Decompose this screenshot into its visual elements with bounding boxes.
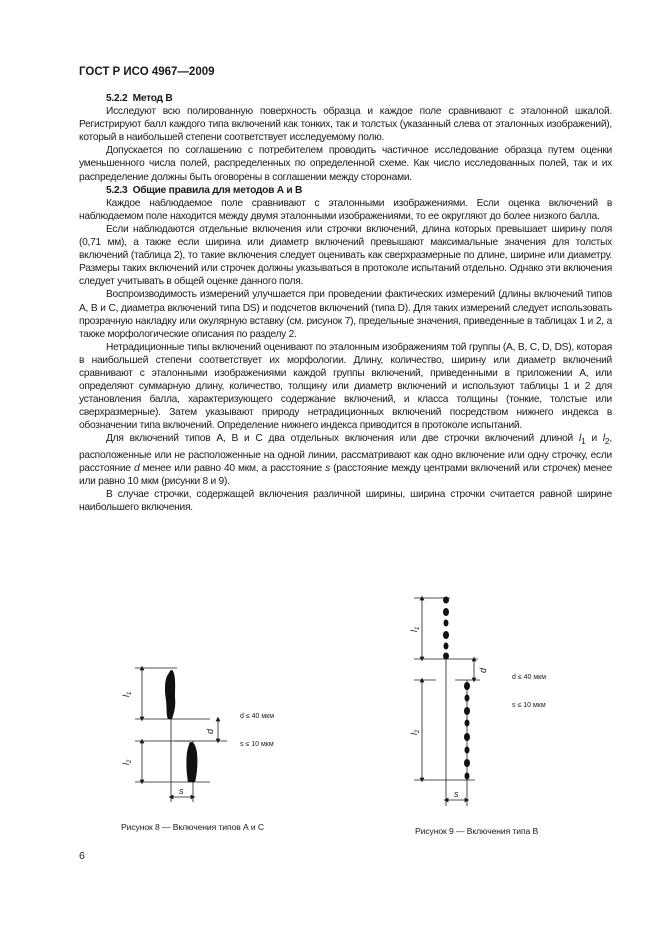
paragraph: Исследуют всю полированную поверхность образца и каждое поле сравнивают с эталонной шкалой. Регистрируют балл каждого типа включений как тонких, так и толстых (указанный слева от эталонных изображений), который в наибольшей степени соответствует исследуемому полю. [79, 106, 612, 144]
inclusion-string-upper [443, 597, 449, 660]
label-s: s [179, 786, 184, 796]
section-5-2-3-heading [79, 184, 612, 197]
paragraph: Воспроизводимость измерений улучшается при проведении фактических измерений (длины включений типов А, В и С, диаметра включений типа DS) и подсчетов включений (типа D). Для таких измерений следует использовать прозрачную накладку или окулярную вставку (см. рисунок 7), предельные значения, приведенные в таблицах 1 и 2, а также морфологические описания по разделу 2. [79, 289, 612, 340]
page-number: 6 [79, 850, 85, 862]
inclusion-upper [165, 670, 175, 719]
figure-9-diagram [400, 590, 585, 815]
section-title: Общие правила для методов А и В [132, 184, 303, 196]
paragraph: Допускается по соглашению с потребителем проводить частичное исследование образца путем оценки уменьшенного числа полей, распределенных по определенной схеме. Как число исследованных полей, так и их распределение должны быть оговорены в соглашении между сторонами. [79, 145, 612, 183]
condition-d: d ≤ 40 мкм [512, 674, 547, 681]
figure-8-diagram [115, 655, 320, 815]
inclusion-lower [186, 742, 197, 782]
section-title: Метод В [132, 93, 173, 104]
label-l2: $l_2$ [121, 759, 133, 765]
paragraph: Если наблюдаются отдельные включения или строчки включений, длина которых превышает ширину поля (0,71 мм), а также если ширина или диаметр включений превышают максимальные значения для толстых включений (таблица 2), то такие включения следует оценивать как сверхразмерные по длине, ширине или диаметру. Размеры таких включений или строчек должны указываться в протоколе испытаний отдельно. Однако эти включения следует учитывать в общей оценке данного поля. [79, 223, 612, 288]
document-header: ГОСТ Р ИСО 4967—2009 [79, 66, 215, 78]
label-d: d [478, 667, 488, 673]
section-5-2-2-heading [79, 92, 612, 105]
paragraph: Нетрадиционные типы включений оценивают по эталонным изображениям той группы (А, В, С, D, DS), которая в наибольшей степени соответствует их морфологии. Длину, количество, ширину или диаметр включений сравнивают с эталонными изображениями каждой группы включений, приведенными в приложении А, или определяют суммарную длину, количество, толщину или диаметр включений и используют таблицы 1 и 2 для установления балла, характеризующего содержание включений, и класса толщины (тонкие, толстые или сверхразмерные). Затем указывают природу нетрадиционных включений посредством нижнего индекса в обозначении типа включений. Определение нижнего индекса приводится в протоколе испытаний. [79, 341, 612, 432]
label-d: d [205, 728, 215, 734]
label-s: s [454, 789, 459, 799]
paragraph-merge-rule: Для включений типов А, В и С два отдельных включения или две строчки включений длиной $l_1$ и $l_2$, расположенные или не расположенные на одной линии, рассматривают как одно включение или одну строчку, если расстояние d менее или равно 40 мкм, а расстояние s (расстояние между центрами включений или строчек) менее или равно 10 мкм (рисунки 8 и 9). [79, 433, 612, 487]
paragraph: Каждое наблюдаемое поле сравнивают с эталонными изображениями. Если оценка включений в наблюдаемом поле находится между двумя эталонными изображениями, то ее округляют до более низкого балла. [79, 197, 612, 222]
paragraph: В случае строчки, содержащей включения различной ширины, ширина строчки считается равной ширине наибольшего включения. [79, 488, 612, 513]
label-l1: $l_1$ [409, 626, 421, 632]
section-number: 5.2.2 [106, 93, 128, 104]
label-l1: $l_1$ [121, 691, 133, 697]
figure-8-caption: Рисунок 8 — Включения типов А и С [121, 822, 264, 832]
condition-s: s ≤ 10 мкм [240, 741, 274, 748]
condition-s: s ≤ 10 мкм [512, 702, 546, 709]
condition-d: d ≤ 40 мкм [240, 713, 275, 720]
section-number: 5.2.3 [106, 184, 128, 196]
label-l2: $l_2$ [409, 729, 421, 735]
figure-9-caption: Рисунок 9 — Включения типа В [415, 826, 539, 836]
body-text [79, 92, 612, 514]
